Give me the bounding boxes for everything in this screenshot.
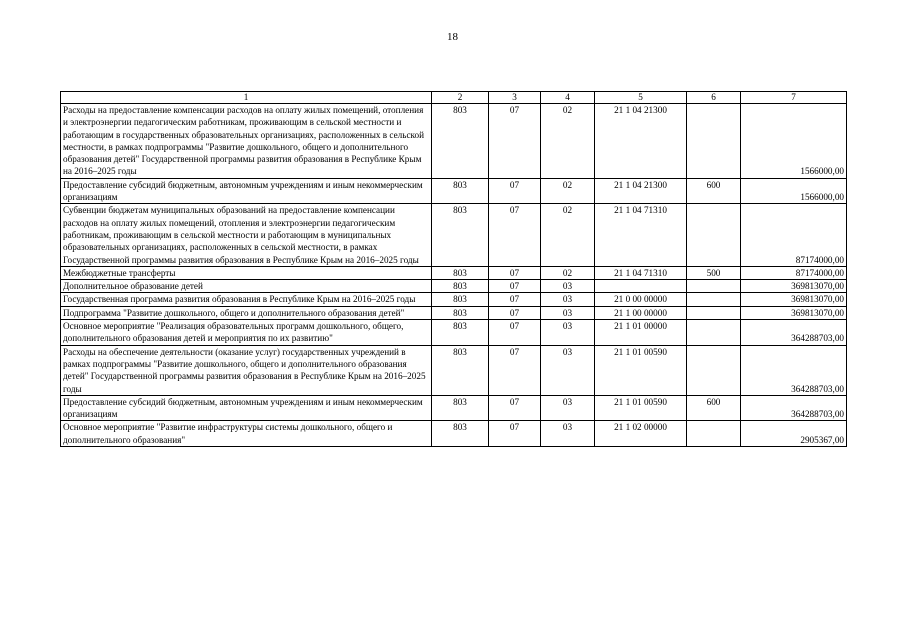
target-article-cell: 21 1 01 00590 (595, 395, 687, 421)
subsection-code-cell: 03 (541, 345, 595, 395)
subsection-code-cell: 02 (541, 178, 595, 204)
subsection-code-cell: 02 (541, 104, 595, 179)
subsection-code-cell: 03 (541, 306, 595, 319)
header-cell: 2 (432, 92, 489, 104)
target-article-cell: 21 1 04 71310 (595, 204, 687, 266)
amount-cell: 1566000,00 (741, 104, 847, 179)
table-row (61, 306, 847, 319)
header-cell: 5 (595, 92, 687, 104)
amount-cell: 87174000,00 (741, 204, 847, 266)
expense-type-cell: 600 (687, 178, 741, 204)
subsection-code-cell: 03 (541, 320, 595, 346)
row-name-cell: Основное мероприятие "Развитие инфраструктуры системы дошкольного, общего и дополнительного образования" (61, 421, 432, 447)
header-cell: 1 (61, 92, 432, 104)
section-code-cell: 07 (489, 345, 541, 395)
table-row (61, 320, 847, 346)
expense-type-cell (687, 104, 741, 179)
grbs-code-cell: 803 (432, 178, 489, 204)
table-body (61, 104, 847, 447)
table-row (61, 178, 847, 204)
budget-table (60, 91, 847, 447)
grbs-code-cell: 803 (432, 320, 489, 346)
target-article-cell: 21 1 04 71310 (595, 266, 687, 279)
amount-cell: 1566000,00 (741, 178, 847, 204)
row-name-cell: Субвенции бюджетам муниципальных образований на предоставление компенсации расходов на оплату жилых помещений, отопления и электроэнергии педагогическим работникам, проживающим в сельской местности и работающим в муниципальных образовательных организациях, расположенных в сельской местности, в рамках Государственной программы развития образования в Республике Крым на 2016–2025 годы (61, 204, 432, 266)
grbs-code-cell: 803 (432, 306, 489, 319)
section-code-cell: 07 (489, 204, 541, 266)
table-row (61, 266, 847, 279)
header-cell: 7 (741, 92, 847, 104)
expense-type-cell (687, 280, 741, 293)
row-name-cell: Межбюджетные трансферты (61, 266, 432, 279)
row-name-cell: Расходы на обеспечение деятельности (оказание услуг) государственных учреждений в рамках подпрограммы "Развитие дошкольного, общего и дополнительного образования детей" Государственной программы развития образования в Республике Крым на 2016–2025 годы (61, 345, 432, 395)
grbs-code-cell: 803 (432, 395, 489, 421)
expense-type-cell (687, 345, 741, 395)
expense-type-cell: 600 (687, 395, 741, 421)
page-number: 18 (447, 31, 458, 43)
row-name-cell: Предоставление субсидий бюджетным, автономным учреждениям и иным некоммерческим организациям (61, 178, 432, 204)
target-article-cell: 21 1 02 00000 (595, 421, 687, 447)
section-code-cell: 07 (489, 178, 541, 204)
expense-type-cell (687, 204, 741, 266)
target-article-cell: 21 1 04 21300 (595, 104, 687, 179)
table-row (61, 104, 847, 179)
grbs-code-cell: 803 (432, 266, 489, 279)
expense-type-cell (687, 320, 741, 346)
grbs-code-cell: 803 (432, 421, 489, 447)
target-article-cell: 21 1 04 21300 (595, 178, 687, 204)
amount-cell: 369813070,00 (741, 306, 847, 319)
row-name-cell: Расходы на предоставление компенсации расходов на оплату жилых помещений, отопления и электроэнергии педагогическим работникам, проживающим в сельской местности и работающим в государственных образовательных организациях, расположенных в сельской местности, в рамках подпрограммы "Развитие дошкольного, общего и дополнительного образования детей" Государственной программы развития образования в Республике Крым на 2016–2025 годы (61, 104, 432, 179)
grbs-code-cell: 803 (432, 345, 489, 395)
amount-cell: 369813070,00 (741, 280, 847, 293)
header-row (61, 92, 847, 104)
table-row (61, 293, 847, 306)
target-article-cell: 21 1 01 00000 (595, 320, 687, 346)
amount-cell: 364288703,00 (741, 345, 847, 395)
table-row (61, 421, 847, 447)
grbs-code-cell: 803 (432, 104, 489, 179)
section-code-cell: 07 (489, 421, 541, 447)
table-row (61, 280, 847, 293)
section-code-cell: 07 (489, 306, 541, 319)
header-cell: 4 (541, 92, 595, 104)
grbs-code-cell: 803 (432, 204, 489, 266)
section-code-cell: 07 (489, 320, 541, 346)
amount-cell: 364288703,00 (741, 320, 847, 346)
expense-type-cell (687, 421, 741, 447)
target-article-cell (595, 280, 687, 293)
amount-cell: 87174000,00 (741, 266, 847, 279)
row-name-cell: Основное мероприятие "Реализация образовательных программ дошкольного, общего, дополнительного образования детей и мероприятия по их развитию" (61, 320, 432, 346)
amount-cell: 2905367,00 (741, 421, 847, 447)
expense-type-cell (687, 293, 741, 306)
subsection-code-cell: 02 (541, 204, 595, 266)
target-article-cell: 21 1 01 00590 (595, 345, 687, 395)
grbs-code-cell: 803 (432, 280, 489, 293)
subsection-code-cell: 03 (541, 280, 595, 293)
target-article-cell: 21 1 00 00000 (595, 306, 687, 319)
table-row (61, 204, 847, 266)
subsection-code-cell: 03 (541, 293, 595, 306)
grbs-code-cell: 803 (432, 293, 489, 306)
section-code-cell: 07 (489, 293, 541, 306)
section-code-cell: 07 (489, 266, 541, 279)
amount-cell: 369813070,00 (741, 293, 847, 306)
header-cell: 3 (489, 92, 541, 104)
row-name-cell: Подпрограмма "Развитие дошкольного, общего и дополнительного образования детей" (61, 306, 432, 319)
row-name-cell: Государственная программа развития образования в Республике Крым на 2016–2025 годы (61, 293, 432, 306)
header-cell: 6 (687, 92, 741, 104)
row-name-cell: Предоставление субсидий бюджетным, автономным учреждениям и иным некоммерческим организациям (61, 395, 432, 421)
target-article-cell: 21 0 00 00000 (595, 293, 687, 306)
subsection-code-cell: 02 (541, 266, 595, 279)
subsection-code-cell: 03 (541, 421, 595, 447)
section-code-cell: 07 (489, 280, 541, 293)
section-code-cell: 07 (489, 104, 541, 179)
amount-cell: 364288703,00 (741, 395, 847, 421)
subsection-code-cell: 03 (541, 395, 595, 421)
expense-type-cell (687, 306, 741, 319)
table-row (61, 345, 847, 395)
row-name-cell: Дополнительное образование детей (61, 280, 432, 293)
table-row (61, 395, 847, 421)
section-code-cell: 07 (489, 395, 541, 421)
expense-type-cell: 500 (687, 266, 741, 279)
